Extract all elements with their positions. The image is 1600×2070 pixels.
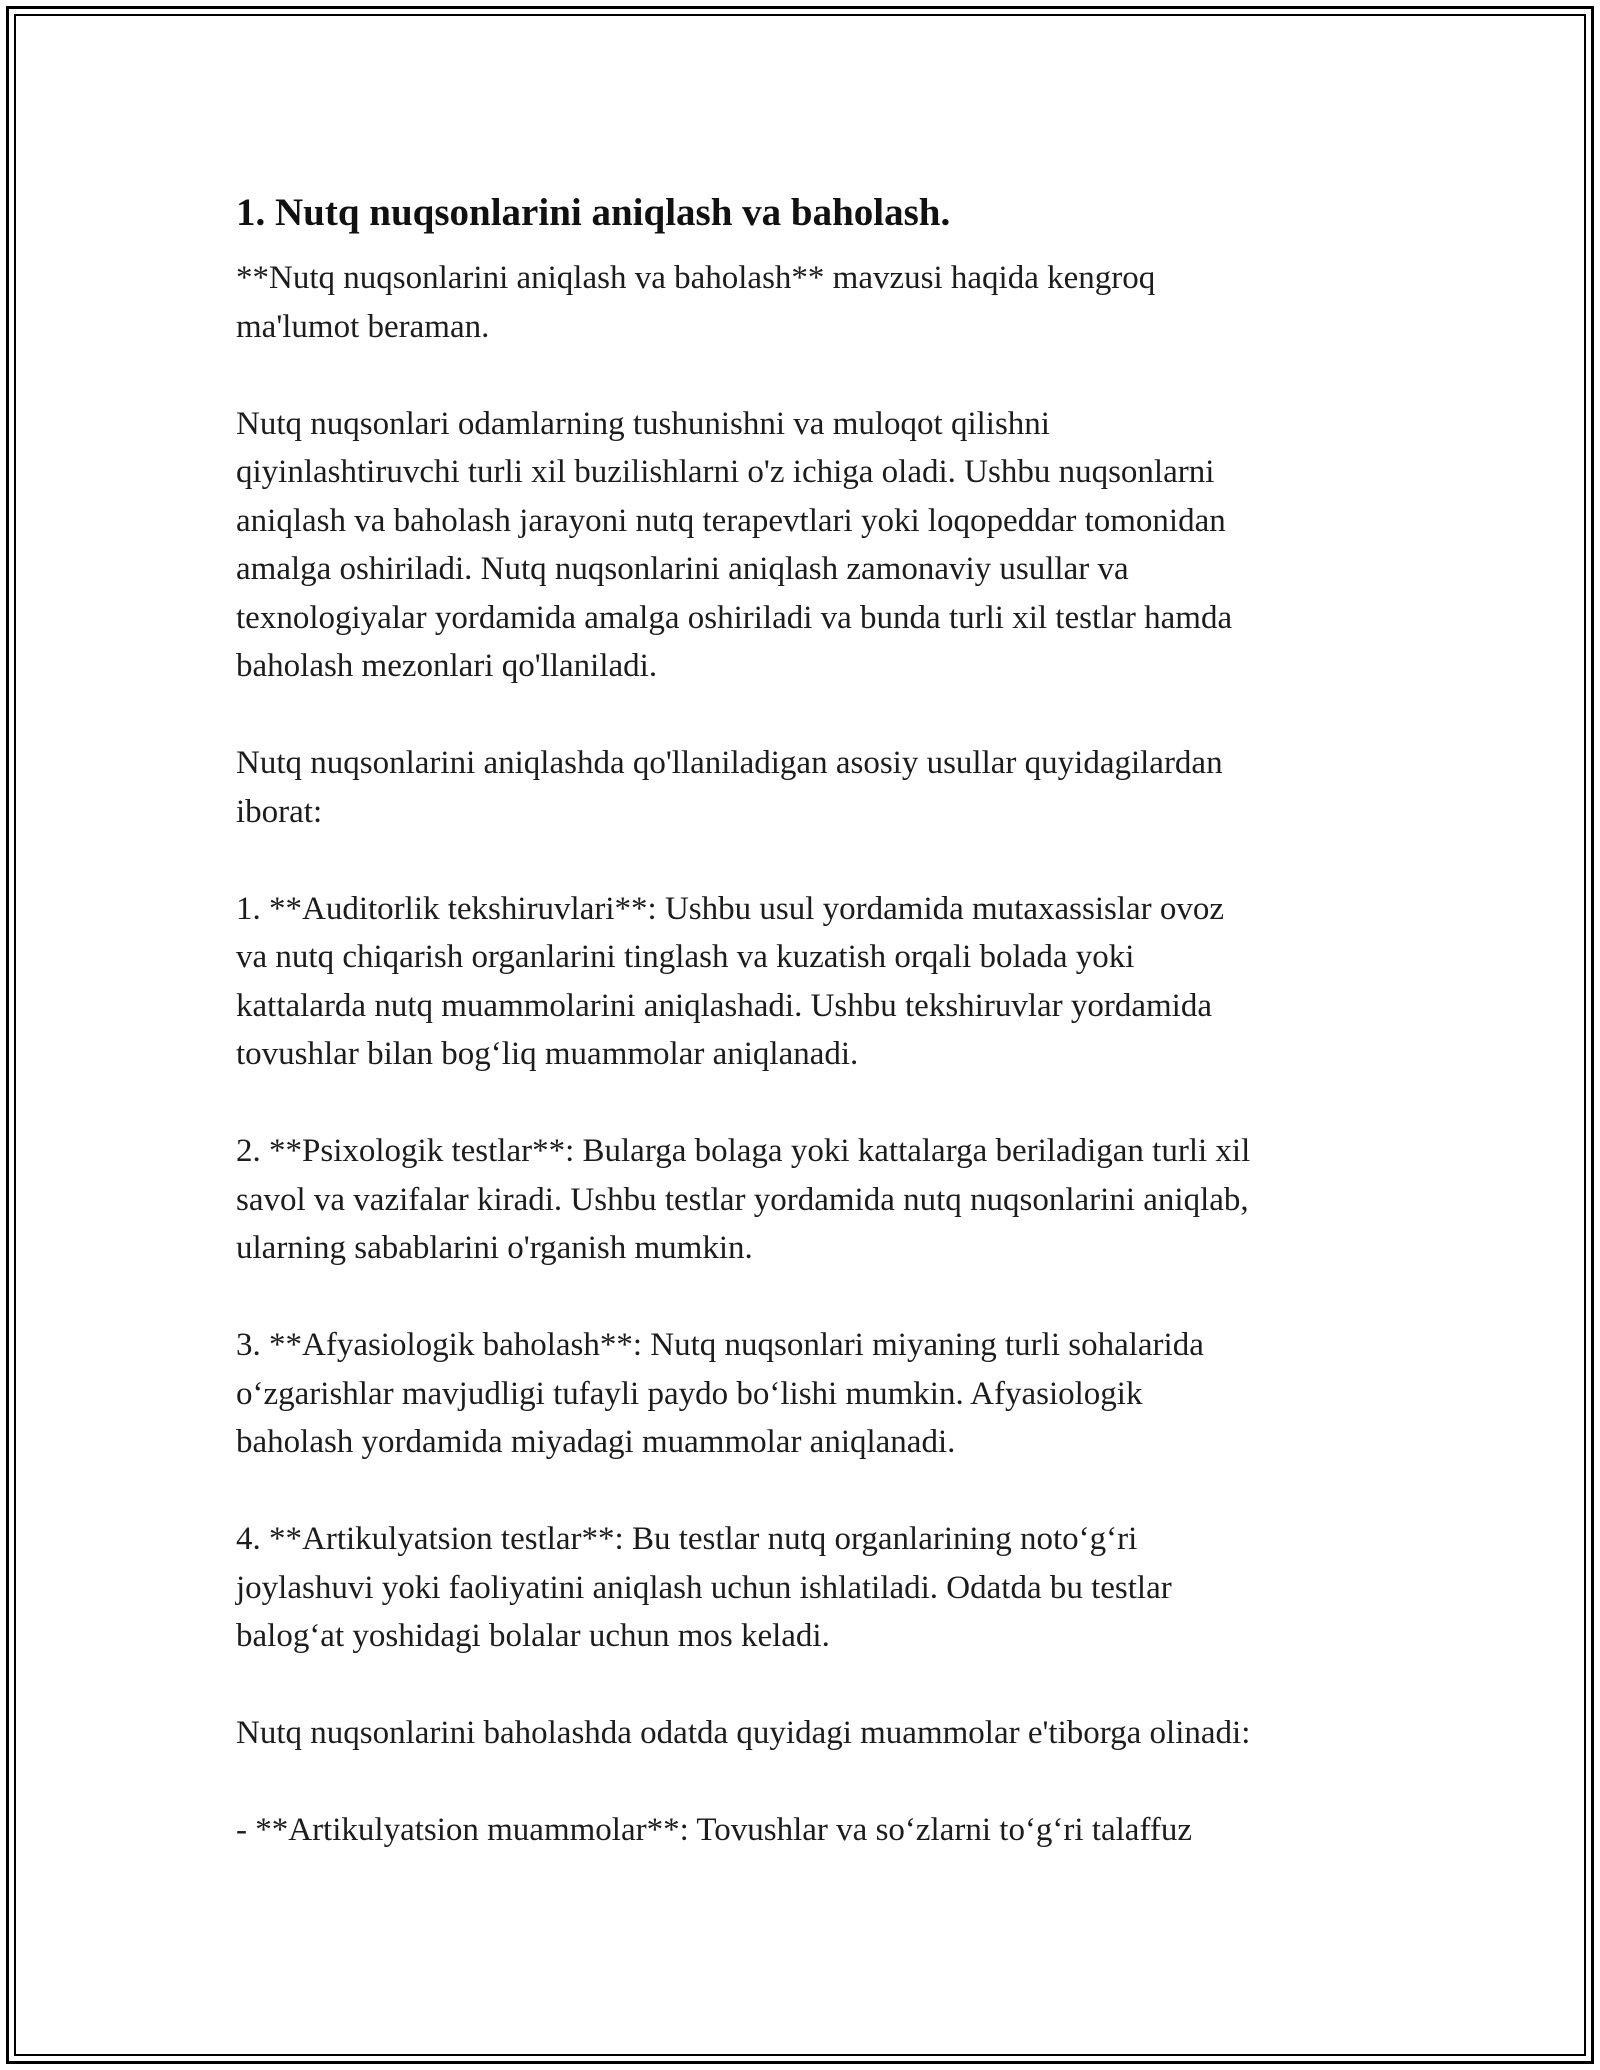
- document-title: 1. Nutq nuqsonlarini aniqlash va baholash.: [236, 191, 951, 234]
- method-item-1: 1. **Auditorlik tekshiruvlari**: Ushbu usul yordamida mutaxassislar ovoz va nutq chiqarish organlarini tinglash va kuzatish orqali bolada yoki kattalarda nutq muammolarini aniqlashadi. Ushbu tekshiruvlar yordamida tovushlar bilan bog‘liq muammolar aniqlanadi.: [236, 890, 1225, 1072]
- method-item-3: 3. **Afyasiologik baholash**: Nutq nuqsonlari miyaning turli sohalarida o‘zgarishlar mavjudligi tufayli paydo bo‘lishi mumkin. Afyasiologik baholash yordamida miyadagi muammolar aniqlanadi.: [236, 1327, 1204, 1460]
- intro-paragraph: **Nutq nuqsonlarini aniqlash va baholash** mavzusi haqida kengroq ma'lumot beraman.: [236, 260, 1156, 345]
- method-item-2: 2. **Psixologik testlar**: Bularga bolaga yoki kattalarga beriladigan turli xil savol va vazifalar kiradi. Ushbu testlar yordamida nutq nuqsonlarini aniqlab, ularning sabablarini o'rganish mumkin.: [236, 1133, 1251, 1266]
- assessment-bullet-1: - **Artikulyatsion muammolar**: Tovushlar va so‘zlarni to‘g‘ri talaffuz: [236, 1812, 1192, 1848]
- method-item-4: 4. **Artikulyatsion testlar**: Bu testlar nutq organlarining noto‘g‘ri joylashuvi yoki faoliyatini aniqlash uchun ishlatiladi. Odatda bu testlar balog‘at yoshidagi bolalar uchun mos keladi.: [236, 1521, 1172, 1654]
- assessment-intro-paragraph: Nutq nuqsonlarini baholashda odatda quyidagi muammolar e'tiborga olinadi:: [236, 1715, 1251, 1751]
- methods-intro-paragraph: Nutq nuqsonlarini aniqlashda qo'llaniladigan asosiy usullar quyidagilardan iborat:: [236, 745, 1223, 830]
- document-body: [236, 186, 1376, 1855]
- description-paragraph: Nutq nuqsonlari odamlarning tushunishni va muloqot qilishni qiyinlashtiruvchi turli xil buzilishlarni o'z ichiga oladi. Ushbu nuqsonlarni aniqlash va baholash jarayoni nutq terapevtlari yoki loqopeddar tomonidan amalga oshiriladi. Nutq nuqsonlarini aniqlash zamonaviy usullar va texnologiyalar yordamida amalga oshiriladi va bunda turli xil testlar hamda baholash mezonlari qo'llaniladi.: [236, 405, 1233, 684]
